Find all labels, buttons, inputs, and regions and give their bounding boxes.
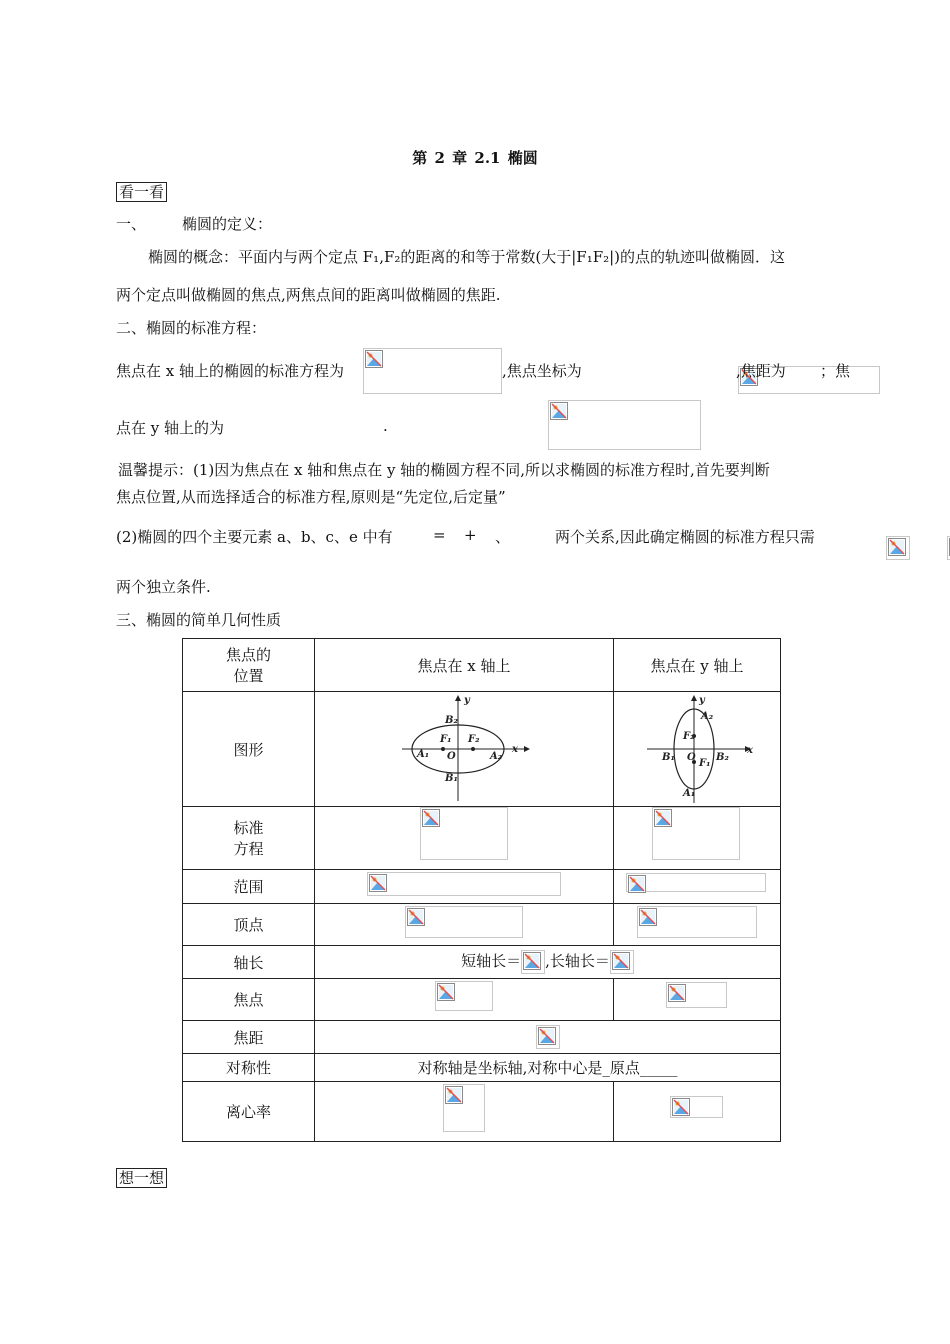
eq-x-image bbox=[363, 348, 502, 394]
label-a2: A₂ bbox=[701, 711, 714, 722]
row-focus-label: 焦点 bbox=[183, 979, 315, 1021]
equation-x-cell bbox=[315, 807, 614, 870]
tip-2-line-2: 两个独立条件. bbox=[116, 578, 211, 596]
eccentricity-y-cell bbox=[614, 1082, 781, 1142]
section-look-label: 看一看 bbox=[116, 182, 167, 202]
section-think-label: 想一想 bbox=[116, 1168, 167, 1188]
eq-y-text-a: 点在 y 轴上的为 bbox=[116, 419, 225, 437]
label-a1: A₁ bbox=[683, 788, 696, 799]
label-f1: F₁ bbox=[440, 734, 452, 745]
ellipse-y-figure bbox=[637, 693, 757, 805]
label-f2: F₂ bbox=[468, 734, 480, 745]
vertex-y-cell bbox=[614, 904, 781, 946]
symmetry-cell: 对称轴是坐标轴,对称中心是_原点_____ bbox=[315, 1054, 781, 1082]
axis-short-label: 短轴长＝ bbox=[461, 952, 522, 970]
focus-y-cell bbox=[614, 979, 781, 1021]
tip2-a2-image bbox=[886, 536, 910, 560]
row-equation-label: 标准 方程 bbox=[183, 807, 315, 870]
vertex-x-cell bbox=[315, 904, 614, 946]
row-range-label: 范围 bbox=[183, 870, 315, 904]
vertex-y-image bbox=[637, 906, 757, 938]
label-b1: B₁ bbox=[445, 773, 458, 784]
axis-long-label: ,长轴长＝ bbox=[545, 952, 610, 970]
label-y: y bbox=[464, 695, 470, 706]
label-b1: B₁ bbox=[662, 752, 675, 763]
eq-x-text-d: ；焦 bbox=[820, 362, 851, 380]
axis-length-cell bbox=[315, 946, 781, 979]
range-y-image bbox=[626, 873, 766, 892]
equation-y-image bbox=[652, 807, 740, 860]
label-f2: F₂ bbox=[683, 731, 695, 742]
row-eccentricity-label: 离心率 bbox=[183, 1082, 315, 1142]
section-1-title: 椭圆的定义： bbox=[182, 215, 273, 233]
label-b2: B₂ bbox=[445, 715, 458, 726]
label-o: O bbox=[447, 751, 456, 762]
label-y: y bbox=[699, 695, 705, 706]
focus-x-image bbox=[435, 981, 493, 1011]
eccentricity-x-image bbox=[443, 1084, 485, 1132]
tip-2-text-a: (2)椭圆的四个主要元素 a、b、c、e 中有 bbox=[116, 528, 393, 546]
definition-line-2: 两个定点叫做椭圆的焦点,两焦点间的距离叫做椭圆的焦距. bbox=[116, 286, 501, 304]
label-x: x bbox=[512, 744, 518, 755]
tip-2-plus: + bbox=[464, 526, 477, 544]
row-focal-label: 焦距 bbox=[183, 1021, 315, 1054]
eccentricity-y-image bbox=[670, 1096, 723, 1118]
row-symmetry-label: 对称性 bbox=[183, 1054, 315, 1082]
tip-2-separator: 、 bbox=[495, 528, 511, 546]
eq-x-text-a: 焦点在 x 轴上的椭圆的标准方程为 bbox=[116, 362, 344, 380]
section-2-title: 二、椭圆的标准方程： bbox=[116, 319, 267, 337]
label-a2: A₂ bbox=[490, 751, 503, 762]
focal-cell bbox=[315, 1021, 781, 1054]
range-x-image bbox=[367, 872, 561, 896]
figure-x-cell bbox=[315, 692, 614, 807]
header-x-axis: 焦点在 x 轴上 bbox=[315, 639, 614, 692]
tip-2-text-b: 两个关系,因此确定椭圆的标准方程只需 bbox=[555, 528, 815, 546]
range-y-cell bbox=[614, 870, 781, 904]
focal-image bbox=[536, 1025, 560, 1049]
row-axis-label: 轴长 bbox=[183, 946, 315, 979]
header-y-axis: 焦点在 y 轴上 bbox=[614, 639, 781, 692]
definition-line-1: 椭圆的概念：平面内与两个定点 F₁,F₂的距离的和等于常数(大于|F₁F₂|)的点的轨迹叫做椭圆．这 bbox=[148, 248, 786, 266]
row-vertex-label: 顶点 bbox=[183, 904, 315, 946]
label-b2: B₂ bbox=[716, 752, 729, 763]
axis-short-image bbox=[521, 950, 545, 974]
equation-y-cell bbox=[614, 807, 781, 870]
eq-y-image bbox=[548, 400, 701, 450]
section-3-title: 三、椭圆的简单几何性质 bbox=[116, 611, 282, 629]
focus-y-image bbox=[666, 982, 727, 1008]
tip-2-equals: = bbox=[433, 526, 446, 544]
eq-x-text-b: ,焦点坐标为 bbox=[502, 362, 582, 380]
properties-table bbox=[182, 638, 781, 1142]
ellipse-x-figure bbox=[394, 693, 534, 805]
focus-x-cell bbox=[315, 979, 614, 1021]
tip-1-line-2: 焦点位置,从而选择适合的标准方程,原则是“先定位,后定量” bbox=[116, 488, 506, 506]
header-focus-position: 焦点的 位置 bbox=[183, 639, 315, 692]
page-title: 第 2 章 2.1 椭圆 bbox=[412, 149, 538, 167]
vertex-x-image bbox=[405, 906, 523, 938]
axis-long-image bbox=[610, 950, 634, 974]
section-1-number: 一、 bbox=[116, 215, 147, 233]
label-a1: A₁ bbox=[417, 749, 430, 760]
row-figure-label: 图形 bbox=[183, 692, 315, 807]
label-f1: F₁ bbox=[699, 758, 711, 769]
figure-y-cell bbox=[614, 692, 781, 807]
eq-y-text-b: . bbox=[383, 417, 388, 435]
range-x-cell bbox=[315, 870, 614, 904]
label-x: x bbox=[747, 745, 753, 756]
eq-x-text-c: ,焦距为 bbox=[736, 362, 786, 380]
tip-1-line-1: 温馨提示：(1)因为焦点在 x 轴和焦点在 y 轴的椭圆方程不同,所以求椭圆的标准方程时,首先要判断 bbox=[118, 461, 770, 479]
equation-x-image bbox=[420, 807, 508, 860]
label-o: O bbox=[687, 752, 696, 763]
eccentricity-x-cell bbox=[315, 1082, 614, 1142]
